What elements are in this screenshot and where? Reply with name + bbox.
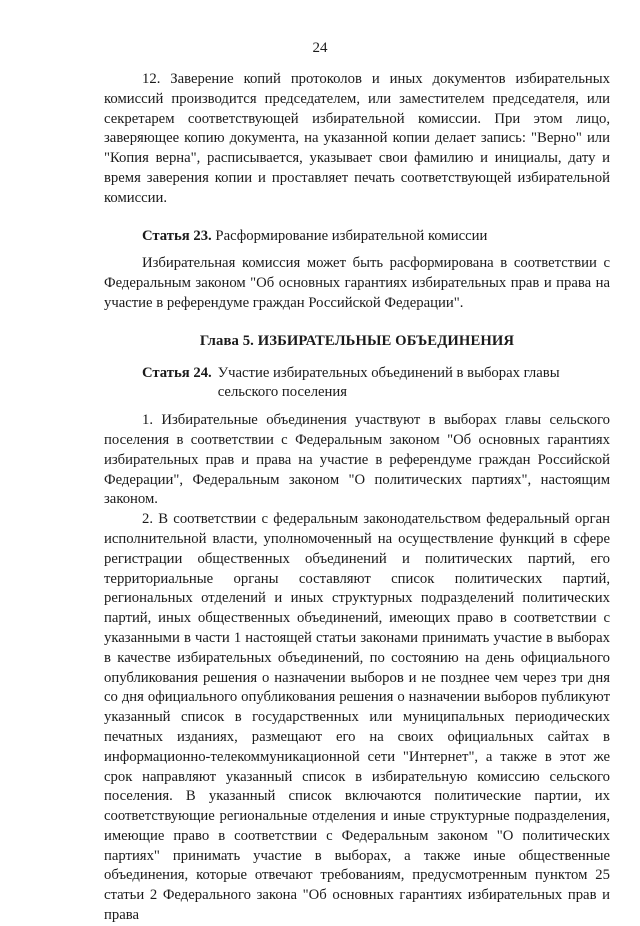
article-24-item-2: 2. В соответствии с федеральным законодательством федеральный орган исполнительной власти, уполномоченный на осуществление функций в сфере регистрации общественных объединений и политических партий, его территориальные органы составляют список политических партий, региональных отделений и иных структурных подразделений политических партий, иных общественных объединений, имеющих право в соответствии с указанными в части 1 настоящей статьи законами принимать участие в выборах в качестве избирательных объединений, по состоянию на день официального опубликования решения о назначении выборов и не позднее чем через три дня со дня официального опубликования решения о назначении выборов публикуют указанный список в государственных или муниципальных периодических печатных изданиях, размещают его на своих официальных сайтах в информационно-телекоммуникационной сети "Интернет", а также в этот же срок направляют указанный список в избирательную комиссию сельского поселения. В указанный список включаются политические партии, их соответствующие региональные отделения и иные структурные подразделения, имеющие право в соответствии с Федеральным законом "О политических партиях" принимать участие в выборах, а также иные общественные объединения, которые отвечают требованиям, предусмотренным пунктом 25 статьи 2 Федерального закона "Об основных гарантиях избирательных прав и права <box>104 511 610 924</box>
page-number: 24 <box>312 40 328 56</box>
article-24-title: Участие избирательных объединений в выборах главы сельского поселения <box>217 364 560 401</box>
document-body <box>104 70 610 926</box>
article-24-label: Статья 24. <box>142 364 212 381</box>
article-24-item-1: 1. Избирательные объединения участвуют в выборах главы сельского поселения в соответствии с Федеральным законом "Об основных гарантиях избирательных прав и права на участие в референдуме граждан Российской Федерации", Федеральным законом "О политических партиях", настоящим законом. <box>104 412 610 508</box>
article-23-paragraph: Избирательная комиссия может быть расформирована в соответствии с Федеральным законом "Об основных гарантиях избирательных прав и права на участие в референдуме граждан Российской Федерации". <box>104 255 610 311</box>
article-24-heading <box>104 364 610 404</box>
article-23-title: Расформирование избирательной комиссии <box>215 227 488 244</box>
article-23-heading <box>104 227 610 247</box>
item-12-paragraph: 12. Заверение копий протоколов и иных документов избирательных комиссий производится председателем, или заместителем председателя, или секретарем соответствующей избирательной комиссии. При этом лицо, заверяющее копию документа, на указанной копии делает запись: "Верно" или "Копия верна", расписывается, указывает свои фамилию и инициалы, дату и время заверения копии и проставляет печать соответствующей избирательной комиссии. <box>104 71 610 206</box>
article-23-label: Статья 23. <box>142 227 212 244</box>
chapter-5-heading: Глава 5. ИЗБИРАТЕЛЬНЫЕ ОБЪЕДИНЕНИЯ <box>199 332 515 349</box>
